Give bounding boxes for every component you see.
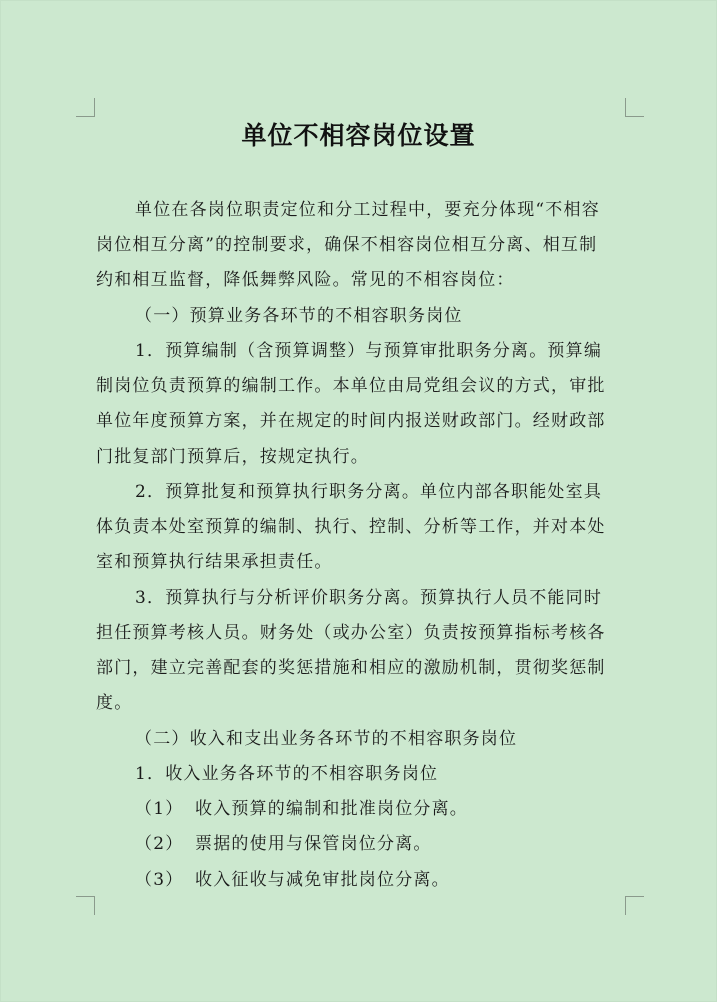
paragraph-line: 部门，建立完善配套的奖惩措施和相应的激励机制，贯彻奖惩制 bbox=[96, 658, 606, 678]
paragraph-line: 2．预算批复和预算执行职务分离。单位内部各职能处室具 bbox=[135, 482, 603, 502]
paragraph-line: 担任预算考核人员。财务处（或办公室）负责按预算指标考核各 bbox=[96, 623, 606, 643]
crop-mark-top-left bbox=[76, 98, 95, 117]
list-item bbox=[135, 867, 450, 893]
list-item bbox=[135, 831, 432, 857]
crop-mark-bottom-left bbox=[76, 896, 95, 915]
list-item-text: 收入预算的编制和批准岗位分离。 bbox=[195, 799, 468, 819]
paragraph-line: 1．预算编制（含预算调整）与预算审批职务分离。预算编 bbox=[135, 341, 603, 361]
crop-mark-bottom-right bbox=[625, 896, 644, 915]
paragraph-line: 制岗位负责预算的编制工作。本单位由局党组会议的方式，审批 bbox=[96, 376, 606, 396]
list-item bbox=[135, 796, 468, 822]
list-item-number: （1） bbox=[135, 799, 184, 819]
document-title: 单位不相容岗位设置 bbox=[241, 121, 476, 150]
list-item-number: （2） bbox=[135, 834, 184, 854]
list-item-text: 收入征收与减免审批岗位分离。 bbox=[195, 870, 450, 890]
subsection-heading: 1．收入业务各环节的不相容职务岗位 bbox=[135, 764, 439, 784]
section-heading: （二）收入和支出业务各环节的不相容职务岗位 bbox=[135, 729, 518, 749]
paragraph-line: 岗位相互分离”的控制要求，确保不相容岗位相互分离、相互制 bbox=[96, 235, 598, 255]
paragraph-line: 门批复部门预算后，按规定执行。 bbox=[96, 447, 369, 467]
paragraph-line: 单位在各岗位职责定位和分工过程中，要充分体现“不相容 bbox=[135, 200, 600, 220]
paragraph-line: 度。 bbox=[96, 693, 133, 713]
list-item-number: （3） bbox=[135, 870, 184, 890]
paragraph-line: 3．预算执行与分析评价职务分离。预算执行人员不能同时 bbox=[135, 588, 603, 608]
crop-mark-top-right bbox=[625, 98, 644, 117]
section-heading: （一）预算业务各环节的不相容职务岗位 bbox=[135, 306, 463, 326]
paragraph-line: 单位年度预算方案，并在规定的时间内报送财政部门。经财政部 bbox=[96, 411, 606, 431]
list-item-text: 票据的使用与保管岗位分离。 bbox=[195, 834, 432, 854]
paragraph-line: 室和预算执行结果承担责任。 bbox=[96, 552, 333, 572]
paragraph-line: 约和相互监督，降低舞弊风险。常见的不相容岗位： bbox=[96, 270, 515, 290]
paragraph-line: 体负责本处室预算的编制、执行、控制、分析等工作，并对本处 bbox=[96, 517, 606, 537]
